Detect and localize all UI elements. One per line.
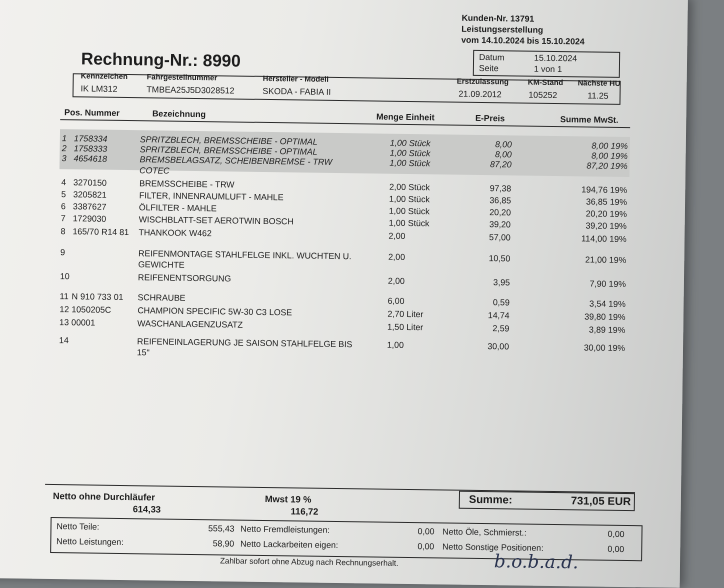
row-position: 4 [61,177,67,188]
row-quantity: 1,00 Stück [388,217,430,229]
date-label: Datum [479,51,505,63]
row-unit-price: 57,00 [488,232,511,243]
row-article-number: 1729030 [72,213,107,224]
row-quantity: 1,00 [386,339,404,350]
row-unit-price: 8,00 [495,139,512,150]
row-description: SCHRAUBE [137,292,186,303]
payment-note: Zahlbar sofort ohne Abzug nach Rechnungserhalt. [219,556,399,568]
row-sum: 8,00 19% [591,150,628,162]
date-value: 15.10.2024 [534,52,578,64]
row-quantity: 1,00 Stück [389,147,431,159]
row-description: WASCHANLAGENZUSATZ [137,318,243,330]
breakdown-labor-label: Netto Leistungen: [56,536,124,548]
vehicle-header-mileage: KM-Stand [527,77,564,88]
service-label: Leistungserstellung [461,23,544,35]
page-label: Seite [478,62,499,74]
row-unit-price: 0,59 [492,297,510,308]
row-position: 3 [61,153,67,164]
sum-value: 731,05 EUR [570,495,631,509]
row-position: 11 [59,291,69,302]
header-unit-price: E-Preis [475,112,505,124]
row-sum: 114,00 19% [581,233,627,245]
row-sum: 30,00 19% [583,342,626,354]
breakdown-parts-value: 555,43 [208,523,235,534]
row-unit-price: 20,20 [489,207,511,218]
row-quantity: 1,50 Liter [387,321,424,333]
vat-label: Mwst 19 % [264,494,312,505]
row-quantity: 1,00 Stück [389,193,430,205]
row-quantity: 1,00 Stück [389,157,431,169]
row-description: WISCHBLATT-SET AEROTWIN BOSCH [138,214,294,227]
header-quantity: Menge Einheit [376,111,435,123]
row-article-number: N 910 733 01 [71,291,124,303]
vehicle-mileage: 105252 [528,89,558,101]
row-article-number: 3270150 [73,177,107,188]
row-quantity: 2,70 Liter [387,308,424,320]
row-quantity: 2,00 [388,251,406,262]
vehicle-model: SKODA - FABIA II [262,85,331,97]
breakdown-oils-label: Netto Öle, Schmierst.: [442,526,527,538]
row-position: 5 [61,189,66,200]
row-description-continued: GEWICHTE [138,259,185,270]
row-quantity: 1,00 Stück [389,137,431,149]
row-description: THANKOOK W462 [138,227,212,239]
row-sum: 7,90 19% [589,278,626,290]
row-position: 13 [59,317,69,328]
row-position: 10 [59,271,70,282]
row-description-continued: 15" [136,347,150,358]
row-unit-price: 10,50 [488,253,511,264]
net-label: Netto ohne Durchläufer [52,491,156,503]
row-position: 8 [60,226,66,237]
breakdown-external-value: 0,00 [417,526,435,537]
row-quantity: 2,00 Stück [389,181,430,193]
row-sum: 39,20 19% [585,220,627,232]
breakdown-paint-label: Netto Lackarbeiten eigen: [240,538,339,551]
vehicle-header-next-inspection: Nächste HU [577,78,621,88]
vehicle-header-plate: Kennzeichen [80,71,128,82]
row-position: 2 [61,143,67,154]
row-unit-price: 87,20 [490,159,512,170]
row-description: SPRITZBLECH, BREMSSCHEIBE - OPTIMAL [139,134,318,147]
row-position: 7 [60,213,66,224]
sum-label: Summe: [468,493,513,507]
row-article-number: 1050205C [71,304,112,315]
row-position: 14 [59,335,69,346]
header-sum-vat: Summe MwSt. [560,114,619,125]
row-description: REIFENENTSORGUNG [137,272,232,284]
row-sum: 36,85 19% [585,196,628,208]
row-unit-price: 36,85 [489,195,512,206]
net-value: 614,33 [132,504,161,515]
breakdown-other-value: 0,00 [607,543,625,555]
row-article-number: 3387627 [72,201,107,212]
row-position: 6 [60,201,66,212]
row-description: BREMSSCHEIBE - TRW [139,178,235,190]
row-unit-price: 39,20 [489,219,511,230]
row-unit-price: 8,00 [494,149,512,160]
row-sum: 20,20 19% [585,208,627,220]
vehicle-header-registration: Erstzulassung [456,76,509,87]
row-article-number: 3205821 [73,189,107,200]
breakdown-parts-label: Netto Teile: [56,521,100,532]
breakdown-other-label: Netto Sonstige Positionen: [442,541,544,553]
row-article-number: 165/70 R14 81 [72,226,130,238]
row-quantity: 2,00 [387,275,405,286]
row-quantity: 2,00 [388,230,406,241]
row-article-number: 1758334 [73,133,108,144]
customer-number: Kunden-Nr. 13791 [461,12,535,24]
row-article-number: 1758333 [73,143,108,154]
signature: b.o.b.a.d. [493,551,579,574]
row-sum: 3,89 19% [588,324,626,336]
row-sum: 39,80 19% [584,311,626,323]
breakdown-external-label: Netto Fremdleistungen: [240,523,330,535]
vehicle-header-vin: Fahrgestellnummer [146,72,218,83]
row-position: 1 [61,133,67,144]
vehicle-header-model: Hersteller - Modell [262,73,329,84]
row-description: FILTER, INNENRAUMLUFT - MAHLE [139,190,284,203]
breakdown-oils-value: 0,00 [607,528,625,540]
row-unit-price: 14,74 [487,310,510,321]
row-description: REIFENMONTAGE STAHLFELGE INKL. WUCHTEN U. [138,248,352,262]
row-description: SPRITZBLECH, BREMSSCHEIBE - OPTIMAL [139,144,318,157]
header-description: Bezeichnung [152,108,206,120]
row-description: CHAMPION SPECIFIC 5W-30 C3 LOSE [137,305,293,318]
header-rule [60,119,630,128]
row-description: BREMSBELAGSATZ, SCHEIBENBREMSE - TRW [139,154,333,167]
vehicle-plate: IK LM312 [80,83,118,94]
row-description-continued: COTEC [139,165,170,176]
row-unit-price: 97,38 [489,183,512,194]
breakdown-paint-value: 0,00 [417,541,435,552]
row-description: REIFENEINLAGERUNG JE SAISON STAHLFELGE BIS [137,336,353,350]
invoice-title: Rechnung-Nr.: 8990 [80,49,241,71]
row-quantity: 6,00 [387,295,405,306]
row-quantity: 1,00 Stück [388,205,430,217]
row-sum: 8,00 19% [591,140,628,152]
row-unit-price: 2,59 [492,323,510,334]
row-position: 12 [59,304,70,315]
row-sum: 87,20 19% [586,160,628,172]
row-sum: 194,76 19% [581,184,628,196]
row-description: ÖLFILTER - MAHLE [138,202,217,214]
row-article-number: 4654618 [73,153,108,164]
page-value: 1 von 1 [533,63,563,75]
row-article-number: 00001 [71,317,96,328]
row-unit-price: 30,00 [487,341,510,352]
row-position: 9 [60,247,66,258]
row-sum: 21,00 19% [585,254,627,266]
breakdown-labor-value: 58,90 [212,538,235,549]
row-sum: 3,54 19% [589,298,626,310]
vat-value: 116,72 [290,506,319,517]
row-unit-price: 3,95 [493,277,511,288]
vehicle-registration: 21.09.2012 [458,88,502,100]
vehicle-next-inspection: 11.25 [587,90,609,101]
service-period: vom 14.10.2024 bis 15.10.2024 [461,34,585,47]
header-pos-number: Pos. Nummer [64,107,120,118]
vehicle-vin: TMBEA25J5D3028512 [146,84,235,96]
